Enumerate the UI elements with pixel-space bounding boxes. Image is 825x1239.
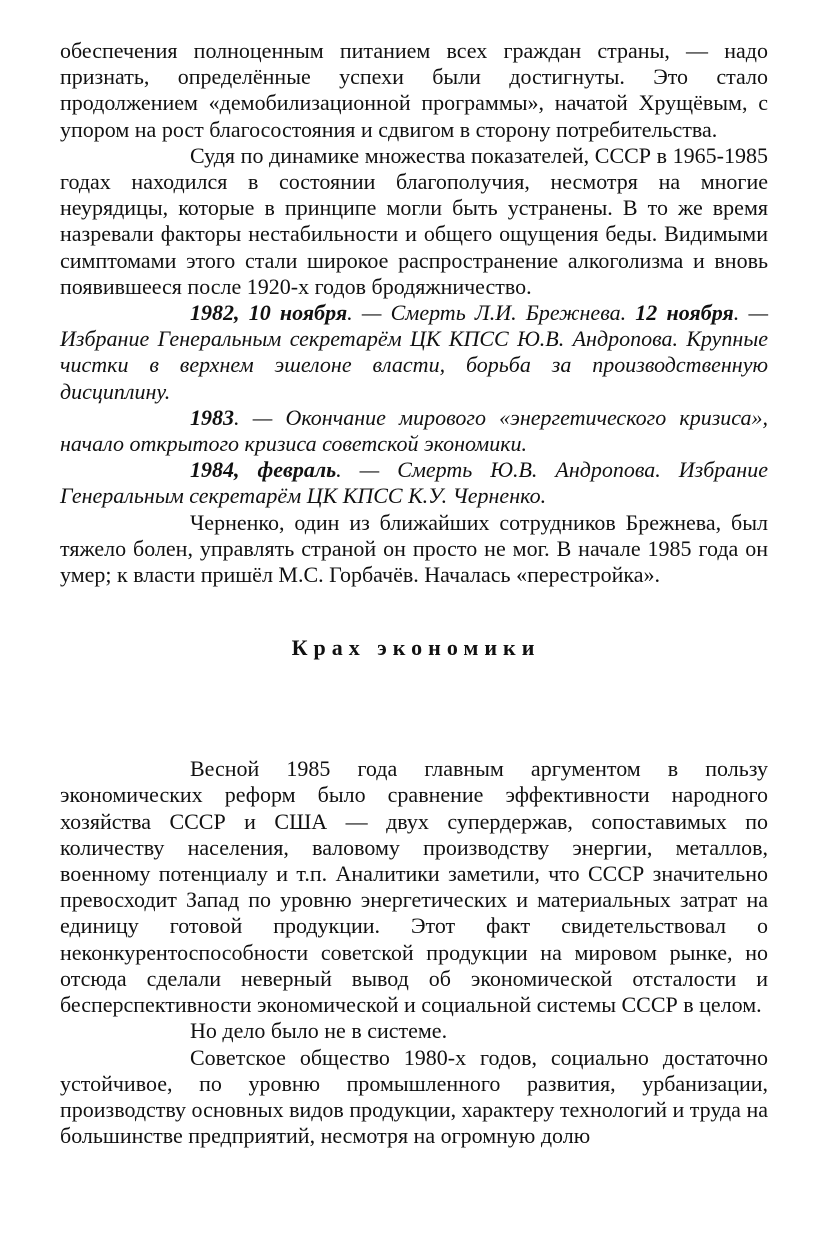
chronology-1983 xyxy=(60,405,768,457)
chronology-text: . — Избрание Генеральным секретарём ЦК КПСС Ю.В. Андропова. Крупные чистки в верхнем эшелоне власти, борьба за производственную дисциплину. xyxy=(60,300,769,404)
paragraph-society: Советское общество 1980-х годов, социально достаточно устойчивое, по уровню промышленного развития, урбанизации, производству основных видов продукции, характеру технологий и труда на большинстве предприятий, несмотря на огромную долю xyxy=(60,1044,768,1149)
paragraph-chernenko: Черненко, один из ближайших сотрудников Брежнева, был тяжело болен, управлять страной он просто не мог. В начале 1985 года он умер; к власти пришёл М.С. Горбачёв. Началась «перестройка». xyxy=(60,509,768,588)
paragraph-wellbeing: Судя по динамике множества показателей, СССР в 1965-1985 годах находился в состоянии благополучия, несмотря на многие неурядицы, которые в принципе могли быть устранены. В то же время назревали факторы нестабильности и общего ощущения беды. Видимыми симптомами этого стали широкое распространение алкоголизма и вновь появившееся после 1920-х годов бродяжничество. xyxy=(60,142,768,299)
section-heading: Крах экономики xyxy=(291,635,541,661)
chronology-date: 1984, февраль xyxy=(190,457,337,483)
paragraph-system: Но дело было не в системе. xyxy=(190,1018,448,1044)
chronology-1982 xyxy=(60,300,768,405)
chronology-text: . — Смерть Ю.В. Андропова. Избрание Генеральным секретарём ЦК КПСС К.У. Черненко. xyxy=(60,457,768,509)
chronology-date: 1983 xyxy=(190,404,234,430)
document-page xyxy=(60,38,768,1149)
chronology-date: 1982, 10 ноября xyxy=(190,300,348,326)
heading-spacer xyxy=(60,706,768,756)
chronology-text: . — Окончание мирового «энергетического кризиса», начало открытого кризиса советской экономики. xyxy=(60,404,768,457)
chronology-text: . — Смерть Л.И. Брежнева. xyxy=(347,300,636,326)
paragraph-reforms: Весной 1985 года главным аргументом в пользу экономических реформ было сравнение эффективности народного хозяйства СССР и США — двух супердержав, сопоставимых по количеству населения, валовому производству энергии, металлов, военному потенциалу и т.п. Аналитики заметили, что СССР значительно превосходит Запад по уровню энергетических и материальных затрат на единицу готовой продукции. Этот факт свидетельствовал о неконкурентоспособности советской продукции на мировом рынке, но отсюда сделали неверный вывод об экономической отсталости и бесперспективности экономической и социальной системы СССР в целом. xyxy=(60,756,768,1018)
paragraph-continuation: обеспечения полноценным питанием всех граждан страны, — надо признать, определённые успехи были достигнуты. Это стало продолжением «демобилизационной программы», начатой Хрущёвым, с упором на рост благосостояния и сдвигом в сторону потребительства. xyxy=(60,38,768,142)
chronology-date: 12 ноября xyxy=(635,300,734,326)
chronology-1984 xyxy=(60,457,768,509)
